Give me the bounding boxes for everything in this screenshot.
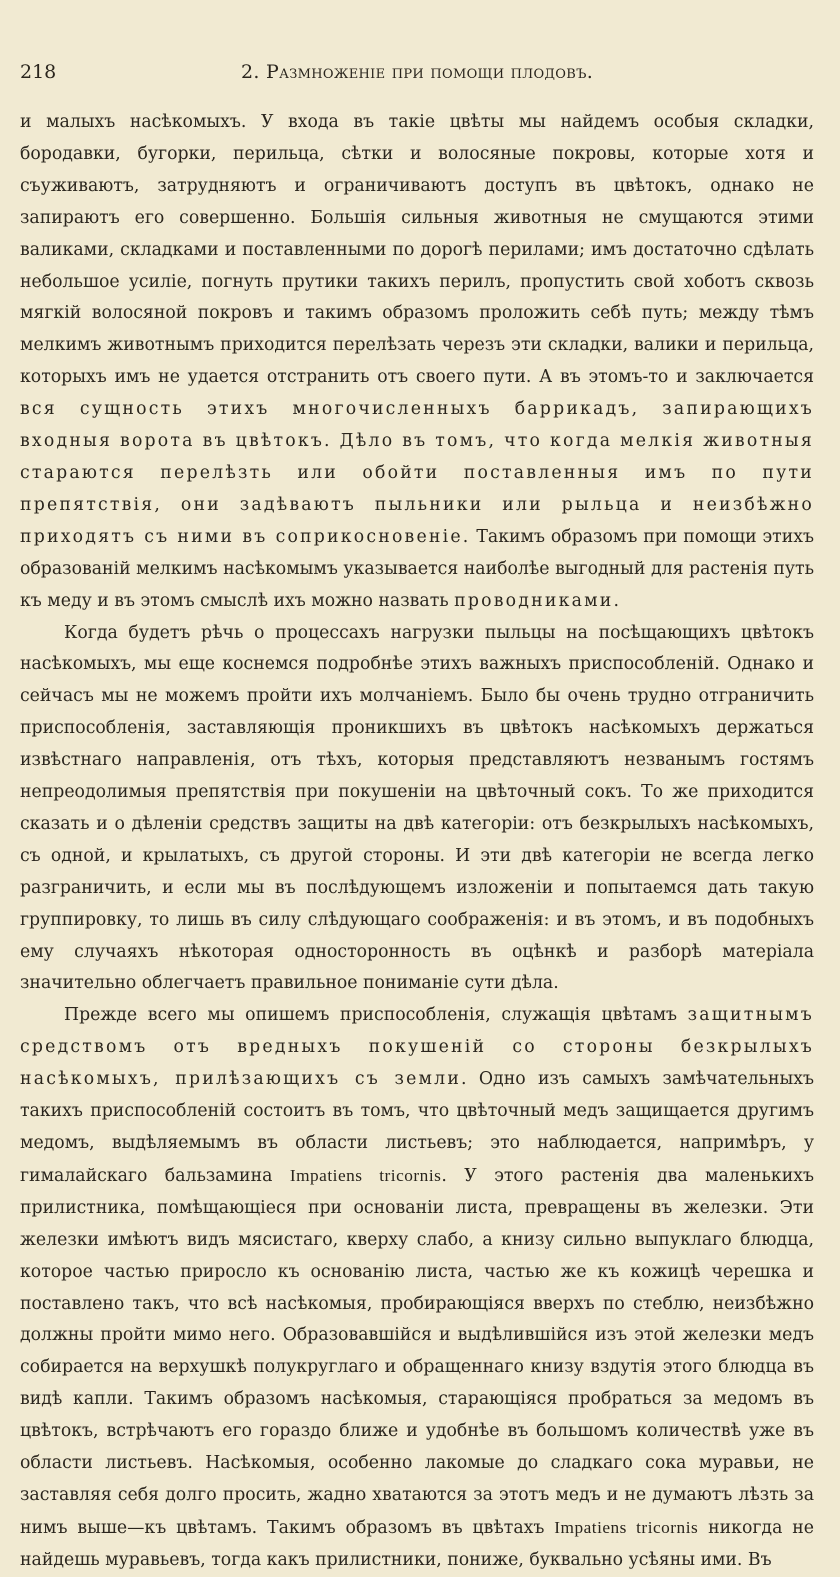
text-run: . Одно изъ самыхъ замѣчательныхъ такихъ приспособленій состоитъ въ томъ, что цвѣточный медъ защищается другимъ медомъ, выдѣляемымъ въ области листьевъ; это наблюдается, напримѣръ, у гималайскаго бальзамина [20,1069,814,1186]
running-title: 2. Размноженіе при помощи плодовъ. [240,61,594,83]
spaced-text-run: вся сущность этихъ многочисленныхъ баррикадъ, запирающихъ входныя ворота въ цвѣтокъ. Дѣло въ томъ, что когда мелкія животныя стараются перелѣзть или обойти поставленныя имъ по пути препятствія, они задѣваютъ пыльники или рыльца и неизбѣжно приходятъ съ ними въ соприкосновеніе. [20,399,814,547]
paragraph [20,1000,814,1576]
page-number: 218 [20,61,57,83]
text-run: Прежде всего мы опишемъ приспособленія, служащія цвѣтамъ [64,1005,688,1026]
paragraph [20,618,814,1001]
text-run: и малыхъ насѣкомыхъ. У входа въ такіе цвѣты мы найдемъ особыя складки, бородавки, бугорки, перильца, сѣтки и волосяные покровы, которые хотя и съуживаютъ, затрудняютъ и ограничиваютъ доступъ въ цвѣтокъ, однако не запираютъ его совершенно. Большія сильныя животныя не смущаются этими валиками, складками и поставленными по дорогѣ перилами; имъ достаточно сдѣлать небольшое усиліе, погнуть прутики такихъ перилъ, пропустить свой хоботъ сквозь мягкій волосяной покровъ и такимъ образомъ проложить себѣ путь; между тѣмъ мелкимъ животнымъ приходится перелѣзать черезъ эти складки, валики и перильца, которыхъ имъ не удается отстранить отъ своего пути. А въ этомъ-то и заключается [20,112,814,388]
latin-species-name: Impatiens tricornis [554,1517,699,1537]
page-header [20,55,814,89]
text-run: никогда не найдешь муравьевъ, тогда какъ прилистники, пониже, буквально усѣяны ими. Въ [20,1517,815,1570]
text-run: Когда будетъ рѣчь о процессахъ нагрузки пыльцы на посѣщающихъ цвѣтокъ насѣкомыхъ, мы еще коснемся подробнѣе этихъ важныхъ приспособленій. Однако и сейчасъ мы не можемъ пройти ихъ молчаніемъ. Было бы очень трудно отграничить приспособленія, заставляющія проникшихъ въ цвѣтокъ насѣкомыхъ держаться извѣстнаго направленія, отъ тѣхъ, которыя представляютъ незванымъ гостямъ непреодолимыя препятствія при покушеніи на цвѣточный сокъ. То же приходится сказать и о дѣленіи средствъ защиты на двѣ категоріи: отъ безкрылыхъ насѣкомыхъ, съ одной, и крылатыхъ, съ другой стороны. И эти двѣ категоріи не всегда легко разграничить, и если мы въ послѣдующемъ изложеніи и попытаемся дать такую группировку, то лишь въ силу слѣдующаго соображенія: и въ этомъ, и въ подобныхъ ему случаяхъ нѣкоторая односторонность въ оцѣнкѣ и разборѣ матеріала значительно облегчаетъ правильное пониманіе сути дѣла. [20,622,814,994]
spaced-term: проводниками [454,590,614,611]
text-run: Такимъ образомъ при помощи этихъ образованій мелкимъ насѣкомымъ указывается наиболѣе выгодный для растенія путь къ меду и въ этомъ смыслѣ ихъ можно назвать [20,526,814,611]
latin-species-name: Impatiens tricornis [289,1165,442,1185]
text-run: . У этого растенія два маленькихъ прилистника, помѣщающіеся при основаніи листа, превращены въ железки. Эти железки имѣютъ видъ мясистаго, кверху слабо, а книзу сильно выпуклаго блюдца, которое частью приросло къ основанію листа, частью же къ кожицѣ черешка и поставлено такъ, что всѣ насѣкомыя, пробирающіяся вверхъ по стеблю, неизбѣжно должны пройти мимо него. Образовавшійся и выдѣлившійся изъ этой железки медъ собирается на верхушкѣ полукруглаго и обращеннаго книзу вздутія этого блюдца въ видѣ капли. Такимъ образомъ насѣкомыя, старающіяся пробраться за медомъ въ цвѣтокъ, встрѣчаютъ его гораздо ближе и удобнѣе въ большомъ количествѣ уже въ области листьевъ. Насѣкомыя, особенно лакомые до сладкаго сока муравьи, не заставляя себя долго просить, жадно хватаются за этотъ медъ и не думаютъ лѣзть за нимъ выше—къ цвѣтамъ. Такимъ образомъ въ цвѣтахъ [20,1165,814,1538]
text-run: . [613,590,619,611]
page-body [20,107,814,1577]
spaced-text-run: защитнымъ средствомъ отъ вредныхъ покушеній со стороны безкрылыхъ насѣкомыхъ, прилѣзающихъ съ земли [20,1005,814,1090]
paragraph [20,107,814,618]
